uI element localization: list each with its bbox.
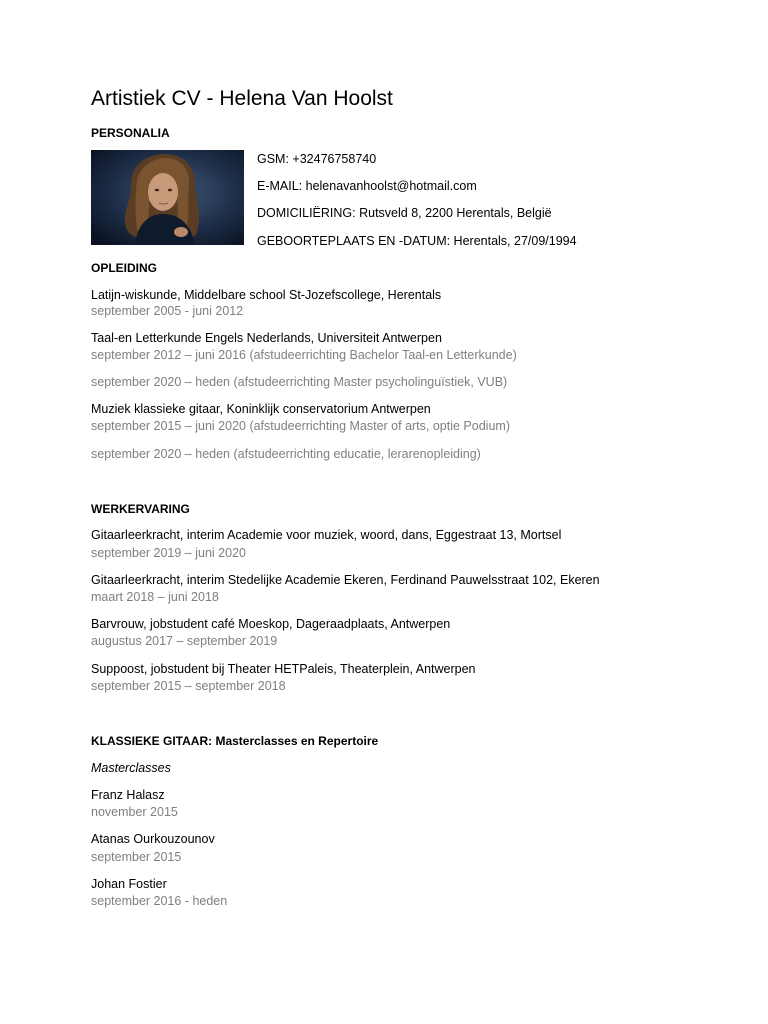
opleiding-item-period: september 2012 – juni 2016 (afstudeerrichting Bachelor Taal-en Letterkunde) (91, 348, 517, 362)
masterclass-item-title: Johan Fostier (91, 877, 167, 891)
section-heading-personalia: PERSONALIA (91, 126, 170, 140)
opleiding-item-period: september 2020 – heden (afstudeerrichting educatie, lerarenopleiding) (91, 447, 481, 461)
masterclass-item-period: september 2015 (91, 850, 182, 864)
werkervaring-item-period: september 2015 – september 2018 (91, 679, 286, 693)
opleiding-item-period: september 2020 – heden (afstudeerrichting Master psycholinguïstiek, VUB) (91, 375, 508, 389)
subheading-masterclasses: Masterclasses (91, 761, 171, 775)
masterclass-item-period: november 2015 (91, 805, 178, 819)
page-title: Artistiek CV - Helena Van Hoolst (91, 87, 393, 110)
werkervaring-item-period: augustus 2017 – september 2019 (91, 634, 278, 648)
contact-email: E-MAIL: helenavanhoolst@hotmail.com (257, 179, 477, 193)
section-heading-opleiding: OPLEIDING (91, 261, 158, 275)
opleiding-item-title: Muziek klassieke gitaar, Koninklijk conservatorium Antwerpen (91, 402, 431, 416)
contact-domicile: DOMICILIËRING: Rutsveld 8, 2200 Herentals, België (257, 206, 552, 220)
section-heading-werkervaring: WERKERVARING (91, 502, 190, 516)
werkervaring-item-title: Gitaarleerkracht, interim Academie voor muziek, woord, dans, Eggestraat 13, Mortsel (91, 528, 562, 542)
opleiding-item-period: september 2015 – juni 2020 (afstudeerrichting Master of arts, optie Podium) (91, 419, 510, 433)
werkervaring-item-title: Gitaarleerkracht, interim Stedelijke Academie Ekeren, Ferdinand Pauwelsstraat 102, Ekeren (91, 573, 600, 587)
opleiding-item-title: Taal-en Letterkunde Engels Nederlands, Universiteit Antwerpen (91, 331, 442, 345)
opleiding-item-period: september 2005 - juni 2012 (91, 304, 244, 318)
opleiding-item-title: Latijn-wiskunde, Middelbare school St-Jozefscollege, Herentals (91, 288, 442, 302)
masterclass-item-title: Atanas Ourkouzounov (91, 832, 215, 846)
werkervaring-item-title: Suppoost, jobstudent bij Theater HETPaleis, Theaterplein, Antwerpen (91, 662, 476, 676)
werkervaring-item-title: Barvrouw, jobstudent café Moeskop, Dageraadplaats, Antwerpen (91, 617, 451, 631)
werkervaring-item-period: maart 2018 – juni 2018 (91, 590, 219, 604)
werkervaring-item-period: september 2019 – juni 2020 (91, 546, 246, 560)
profile-photo (91, 150, 244, 245)
masterclass-item-period: september 2016 - heden (91, 894, 228, 908)
masterclass-item-title: Franz Halasz (91, 788, 165, 802)
section-heading-gitaar: KLASSIEKE GITAAR: Masterclasses en Repertoire (91, 734, 379, 748)
contact-birth: GEBOORTEPLAATS EN -DATUM: Herentals, 27/09/1994 (257, 234, 577, 248)
contact-gsm: GSM: +32476758740 (257, 152, 377, 166)
